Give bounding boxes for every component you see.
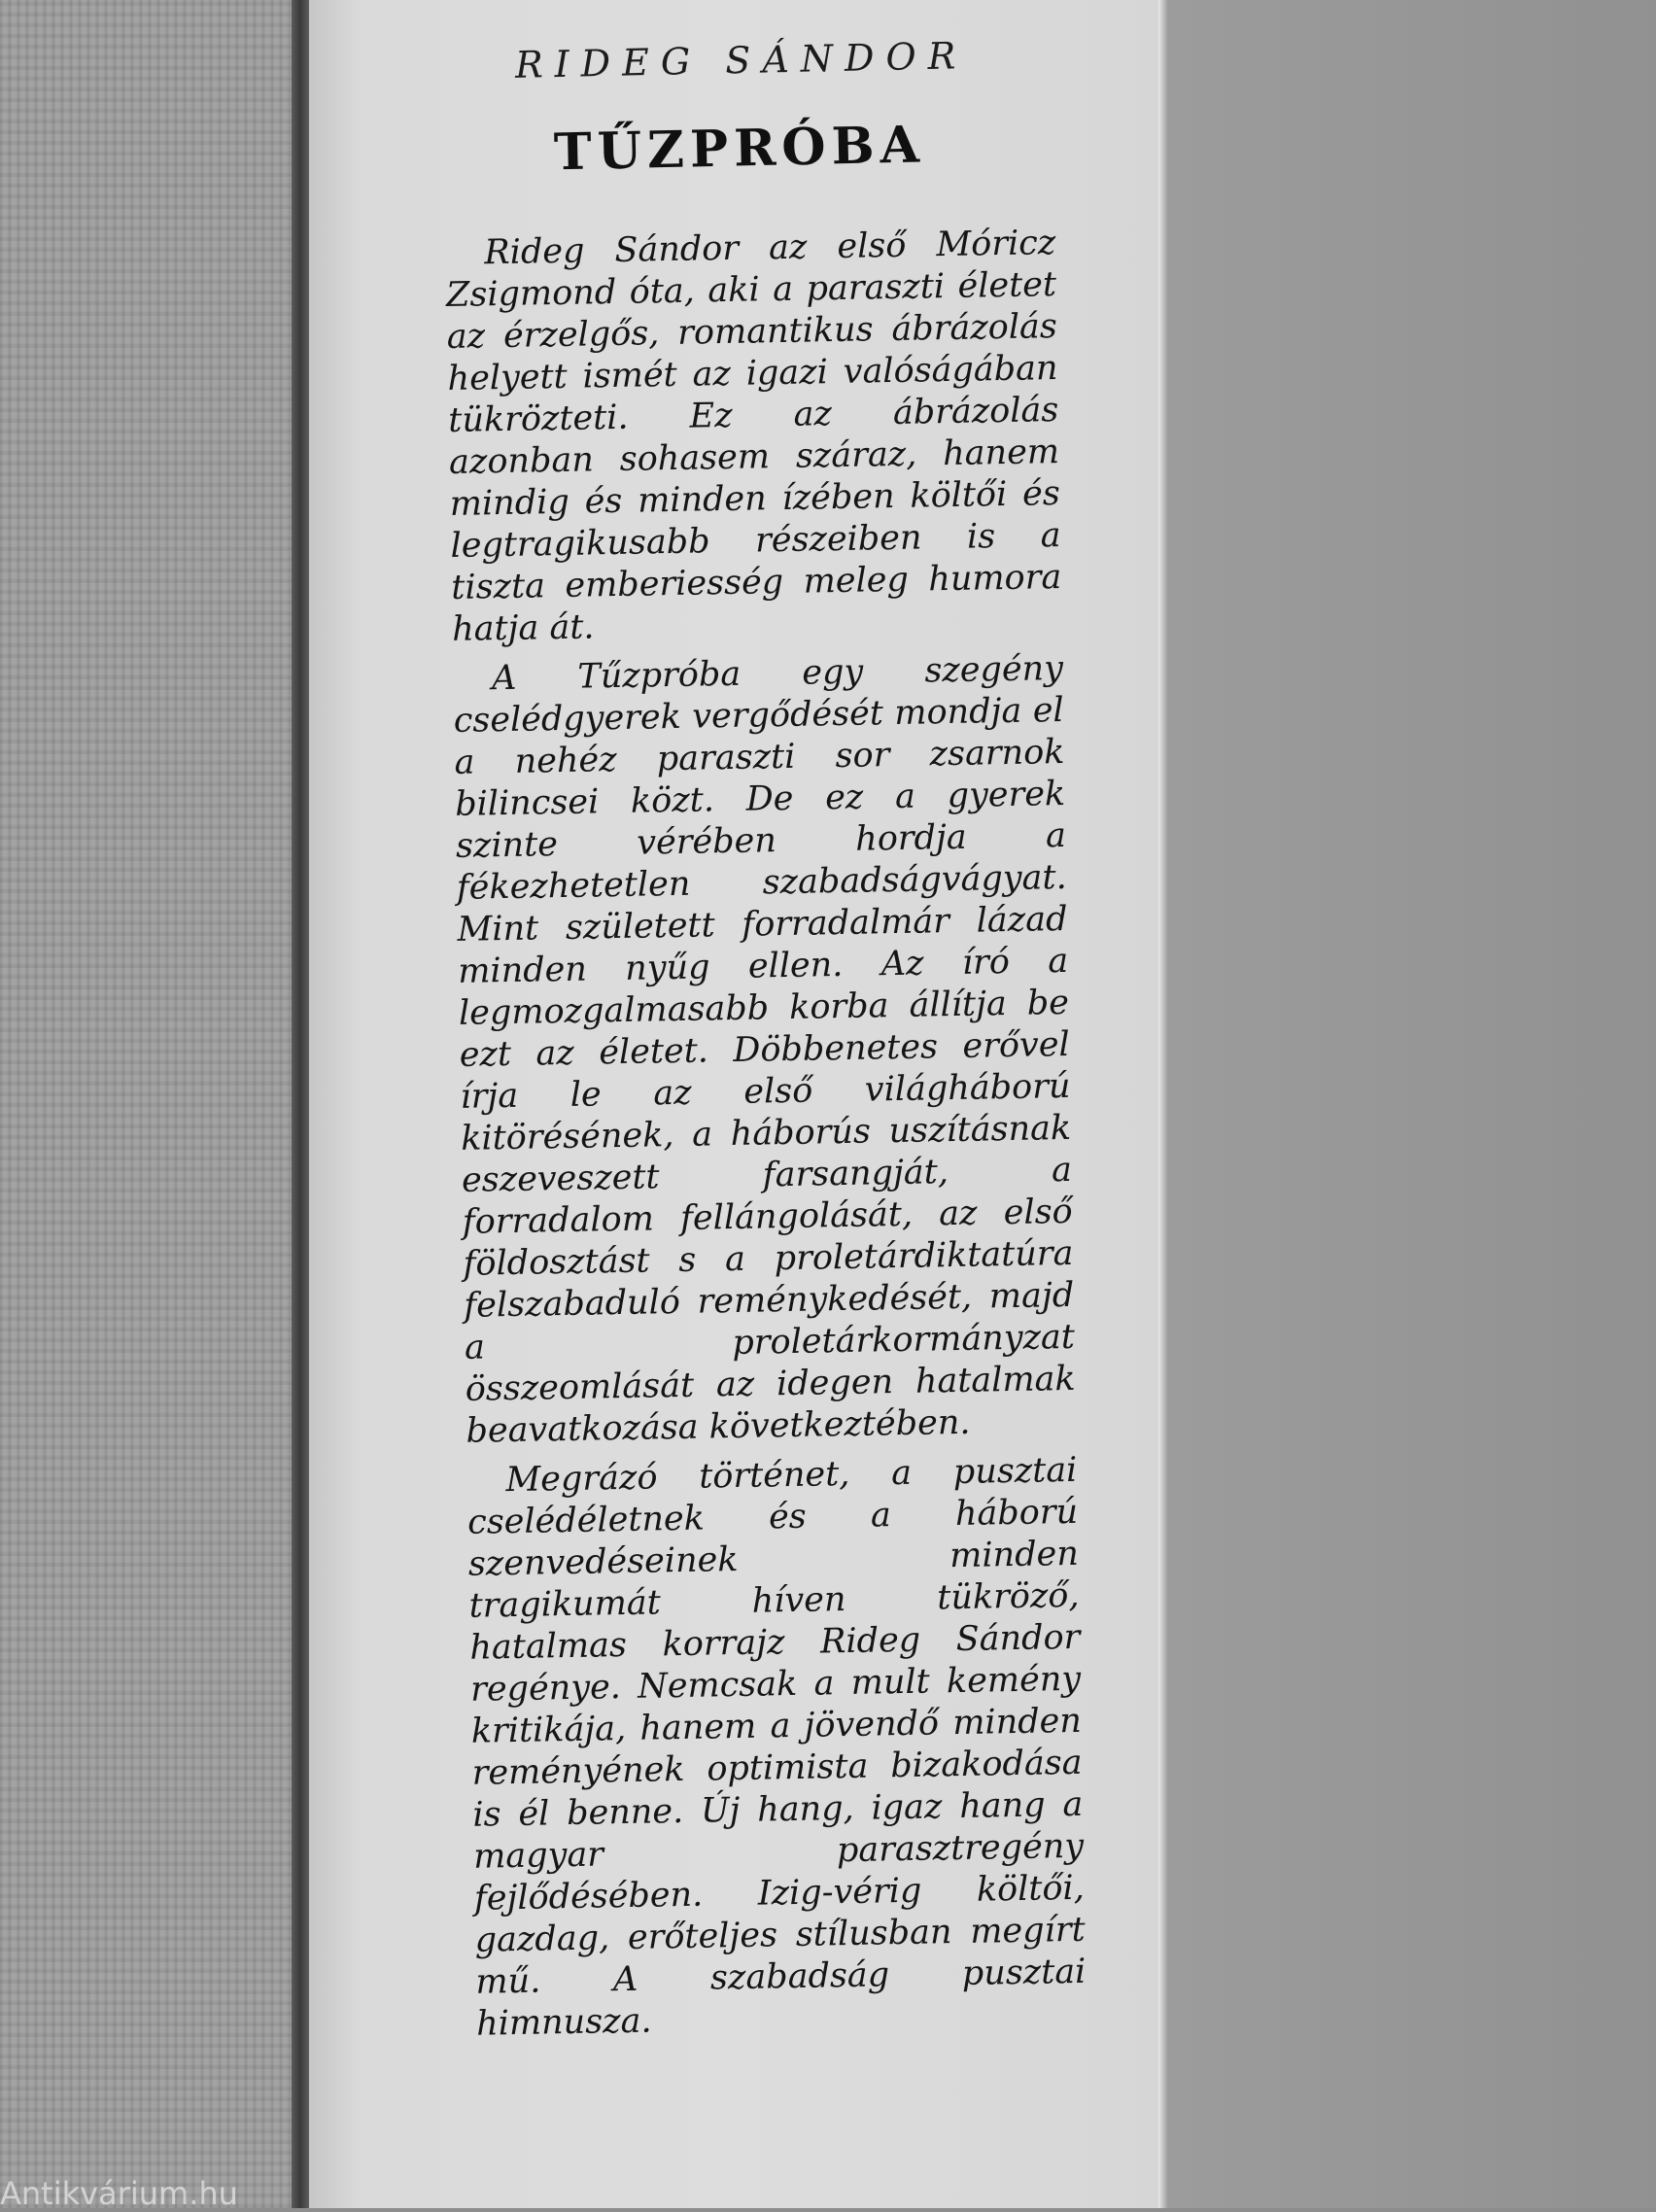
- blurb-paragraph-2: A Tűzpróba egy szegény cselédgyerek vergődését mondja el a nehéz paraszti sor zsarnok bilincsei közt. De ez a gyerek szinte vérében hordja a fékezhetetlen szabadságvágyat. Mint született forradalmár lázad minden nyűg ellen. Az író a legmozgalmasabb korba állítja be ezt az életet. Döbbenetes erővel írja le az első világháború kitörésének, a háborús uszításnak eszeveszett farsangját, a forradalom fellángolását, az első földosztást s a proletárdiktatúra felszabaduló reménykedését, majd a proletárkormányzat összeomlását az idegen hatalmak beavatkozása következtében.: [453, 648, 1077, 1451]
- blurb-text: [445, 223, 1087, 2054]
- page-edge: [1158, 0, 1168, 2208]
- background-left-cover: [0, 0, 301, 2208]
- blurb-paragraph-3: Megrázó történet, a pusztai cselédéletnek és a háború szenvedéseinek minden tragikumát híven tükröző, hatalmas korrajz Rideg Sándor regénye. Nemcsak a mult kemény kritikája, hanem a jövendő minden reményének optimista bizakodása is él benne. Új hang, igaz hang a magyar parasztregény fejlődésében. Izig-vérig költői, gazdag, erőteljes stílusban megírt mű. A szabadság pusztai himnusza.: [466, 1450, 1087, 2044]
- blurb-paragraph-1: Rideg Sándor az első Móricz Zsigmond óta, aki a paraszti életet az érzelgős, romantikus ábrázolás helyett ismét az igazi valóságában tükrözteti. Ez az ábrázolás azonban sohasem száraz, hanem mindig és minden ízében költői és legtragikusabb részeiben is a tiszta emberiesség meleg humora hatja át.: [445, 224, 1062, 649]
- author-name: RIDEG SÁNDOR: [514, 34, 968, 86]
- book-title: TŰZPRÓBA: [553, 115, 926, 183]
- background-right: [1168, 0, 1656, 2208]
- watermark: Antikvárium.hu: [0, 2175, 238, 2212]
